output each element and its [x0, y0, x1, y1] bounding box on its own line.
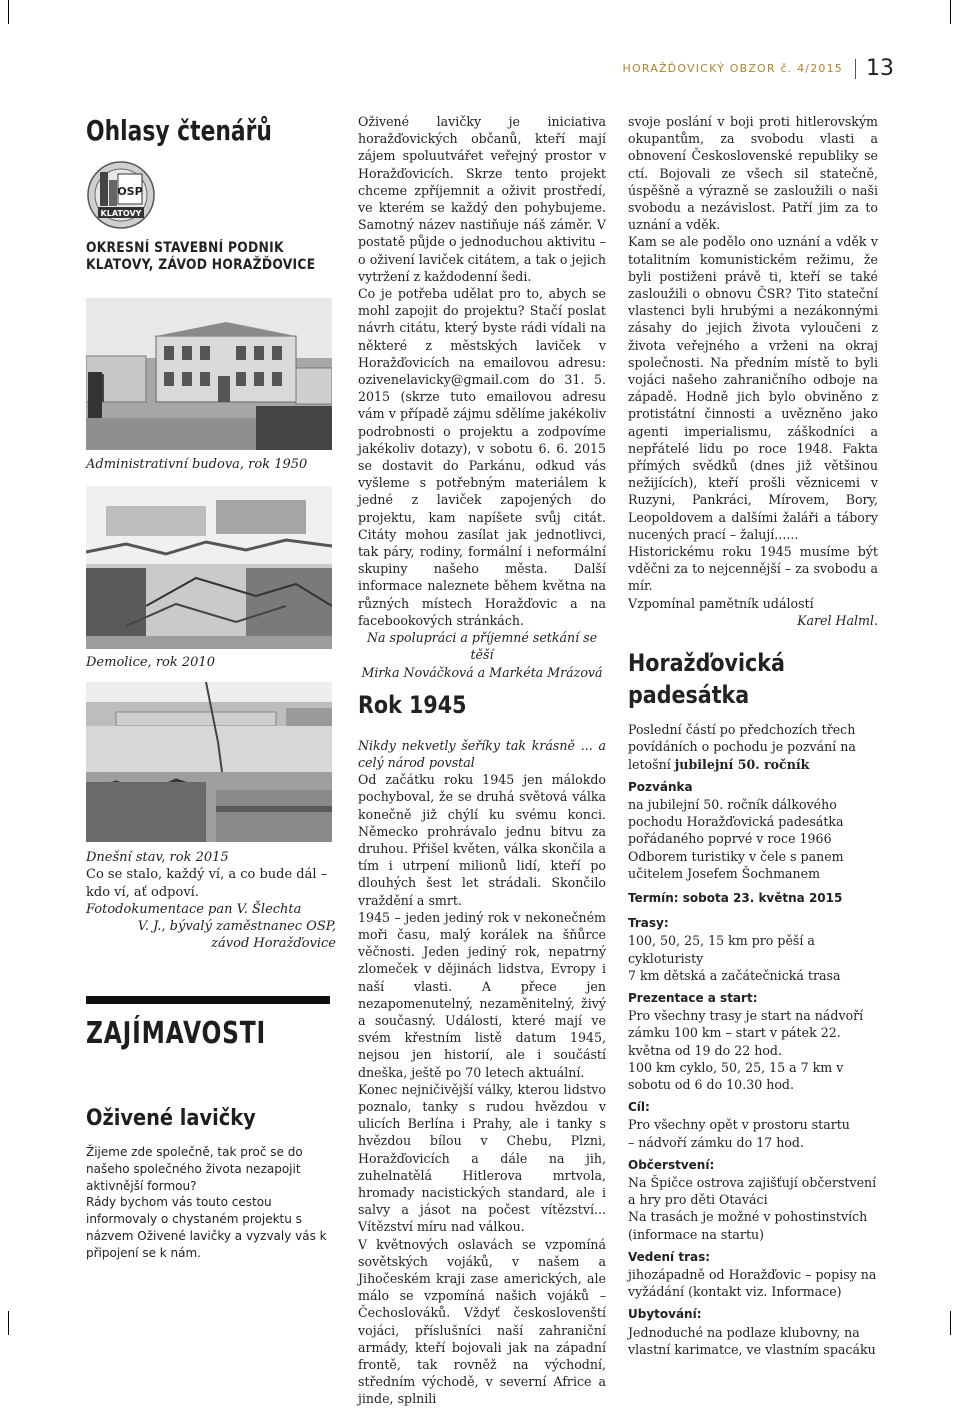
- caption-demolition: Demolice, rok 2010: [86, 655, 215, 670]
- label-pozvanka: Pozvánka: [628, 779, 693, 794]
- crop-mark-br-v: [950, 1311, 951, 1335]
- lavicky-signature-2: Mirka Nováčková a Markéta Mrázová: [361, 664, 603, 680]
- closing-text: Co se stalo, každý ví, a co bude dál – kdo ví, ať odpoví.: [86, 867, 328, 900]
- article-lead-lavicky: [86, 1144, 336, 1262]
- section-rule: [86, 996, 330, 1004]
- obcerstveni-line-1: Na Špičce ostrova zajišťují občerstvení a hry pro děti Otaváci: [628, 1174, 877, 1208]
- label-cil: Cíl:: [628, 1100, 650, 1115]
- column-3: [628, 113, 878, 1358]
- column-2: [358, 113, 606, 1408]
- cil-line-2: – nádvoří zámku do 17 hod.: [628, 1134, 804, 1150]
- label-vedeni: Vedení tras:: [628, 1249, 711, 1264]
- rok-paragraph-8: Vzpomínal pamětník událostí: [628, 595, 814, 611]
- rok-paragraph-4: V květnových oslavách se vzpomíná sovětských vojáků, v našem a Jihočeském kraji zase amerických, ale málo se vzpomíná našich vojáků – Čechoslováků. Vždyť českoslovenští vojáci, příslušníci naší zahraniční armády, kteří bojovali jak na západní frontě, tak rovněž na východní, středním východě, v severní Africe a jinde, splnili: [358, 1236, 606, 1407]
- padesatka-intro-bold: jubilejní 50. ročník: [674, 756, 810, 772]
- photo-admin-building: [86, 298, 332, 450]
- label-obcerstveni: Občerstvení:: [628, 1157, 715, 1172]
- crop-mark-bl-v: [8, 1311, 9, 1335]
- lavicky-signature-1: Na spolupráci a příjemné setkání se těší: [366, 630, 598, 663]
- author-line-1: V. J., bývalý zaměstnanec OSP,: [137, 919, 336, 935]
- padesatka-intro-text: Poslední částí po předchozích třech povídáních o pochodu je pozvání na letošní: [628, 722, 856, 772]
- logo-top-text: OSP: [117, 185, 143, 198]
- logo-bottom-text: KLATOVY: [100, 209, 142, 218]
- rok-paragraph-3: Konec nejničivější války, kterou lidstvo poznalo, tanky s rudou hvězdou v ulicích Berlína i Prahy, ale i tanky s hvězdou bílou v Chebu, Plzni, Horažďovicích a dále na jih, zuhelnatělá Hitlerova mrtvola, hromady nacistických standard, ale i salvy a jásot na počest vítězství... Vítězství míru nad válkou.: [358, 1081, 606, 1235]
- pozvanka-text: na jubilejní 50. ročník dálkového pochodu Horažďovická padesátka pořádaného poprvé v roce 1966 Odborem turistiky v čele s panem učitelem Josefem Šochmanem: [628, 796, 844, 881]
- label-trasy: Trasy:: [628, 916, 669, 931]
- article-closing: [86, 849, 336, 953]
- rok-author: Karel Halml.: [797, 612, 878, 628]
- caption-current-state: Dnešní stav, rok 2015: [86, 850, 229, 865]
- osp-logo: [86, 160, 156, 230]
- crop-mark-tl-v: [8, 0, 9, 24]
- publication-name: HORAŽĎOVICKÝ OBZOR č. 4/2015: [622, 62, 843, 75]
- lavicky-body-2: Co je potřeba udělat pro to, abych se mohl zapojit do projektu? Stačí poslat návrh citátu, který byste rádi vídali na některé z městských laviček v Horažďovicích na emailovou adresu: ozivenelavicky@gmail.com do 31. 5. 2015 (skrze tuto emailovou adresu vám v případě zájmu sdělíme jakékoliv podrobnosti o projektu a zodpovíme jakékoliv dotazy), v sobotu 6. 6. 2015 se dostavit do Parkánu, odkud vás vyšleme s potřebným materiálem k jedné z laviček zapojených do projektu, kam napíšete svůj citát. Citáty mohou zasílat jak jednotlivci, tak páry, rodiny, formální i neformální skupiny našeho města. Další informace naleznete během května na různých místech Horažďovic a na facebookových stránkách.: [358, 286, 606, 628]
- section-heading-zajimavosti: ZAJÍMAVOSTI: [86, 1016, 266, 1051]
- rok-paragraph-2: 1945 – jeden jediný rok v nekonečném moři času, malý korálek na šňůrce věčnosti. Jeden jediný rok, nepatrný zlomeček v dějinách lidstva, Evropy i naší vlasti. A přece jen nezapomenutelný, nezaměnitelný, živý a současný. Události, které mají ve svém křestním listě datum 1945, nejsou jen historií, ale i součástí dneška, ještě po 70 letech aktuální.: [358, 909, 606, 1080]
- lavicky-paragraph-2: Rády bychom vás touto cestou informovaly o chystaném projektu s názvem Oživené lavičky a vyzvaly vás k připojení se k nám.: [86, 1195, 327, 1260]
- company-line-1: OKRESNÍ STAVEBNÍ PODNIK: [86, 240, 284, 256]
- photo-current-state: [86, 682, 332, 842]
- article-title-padesatka: Horažďovická padesátka: [628, 649, 785, 710]
- page-number: 13: [866, 56, 894, 81]
- lavicky-paragraph-1: Žijeme zde společně, tak proč se do našeho společného života nezapojit aktivnější formou?: [86, 1145, 303, 1193]
- section-title: Ohlasy čtenářů: [86, 114, 272, 147]
- header-divider: [855, 59, 856, 79]
- rok-paragraph-6: Kam se ale podělo ono uznání a vděk v totalitním komunistickém režimu, že byli postiženi právě ti, kteří se také zasloužili o obnovu ČSR? Tito stateční vlastenci byli hrubými a nezákonnými zásahy do jejich života vyloučeni z života veřejného a vrženi na okraj společnosti. Na předním místě to byli vojáci našeho zahraničního odboje na západě. Hodně jich bylo obviněno z protistátní činnosti a uvězněno jako agenti imperialismu, záškodníci a nepřátelé lidu po roce 1948. Fakta přímých svědků (dnes již většinou nežijících), kteří prošli věznicemi v Ruzyni, Pankráci, Mírovem, Bory, Leopoldovem a dalšími žaláři a tábory nucených prací – žalují......: [628, 234, 878, 542]
- crop-mark-tr-v: [950, 0, 951, 24]
- ubytovani-text: Jednoduché na podlaze klubovny, na vlastní karimatce, ve vlastním spacáku: [628, 1324, 876, 1357]
- prezentace-line-1: Pro všechny trasy je start na nádvoří zámku 100 km – start v pátek 22. května od 19 do 22 hod.: [628, 1008, 864, 1058]
- author-line-2: závod Horažďovice: [211, 936, 336, 952]
- article-title-lavicky: Oživené lavičky: [86, 1106, 256, 1131]
- label-prezentace: Prezentace a start:: [628, 990, 758, 1005]
- prezentace-line-2: 100 km cyklo, 50, 25, 15 a 7 km v sobotu od 6 do 10.30 hod.: [628, 1059, 844, 1092]
- termin: Termín: sobota 23. května 2015: [628, 890, 843, 905]
- rok-paragraph-1: Od začátku roku 1945 jen málokdo pochyboval, že se druhá světová válka konečně již chýlí ku svému konci. Německo prohrávalo jednu bitvu za druhou. Přišel květen, válka skončila a tím i utrpení milionů lidí, kteří po dlouhých šest let strádali. Skončilo vraždění a smrt.: [358, 772, 606, 908]
- trasy-line-1: 100, 50, 25, 15 km pro pěší a cykloturisty: [628, 933, 815, 966]
- rok-subtitle: Nikdy nekvetly šeříky tak krásně ... a celý národ povstal: [358, 737, 606, 770]
- rok-paragraph-7: Historickému roku 1945 musíme být vděčni za to nejcennější – za svobodu a mír.: [628, 544, 878, 594]
- photo-credit: Fotodokumentace pan V. Šlechta: [86, 901, 302, 917]
- caption-admin-building: Administrativní budova, rok 1950: [86, 457, 308, 472]
- vedeni-text: jihozápadně od Horažďovic – popisy na vyžádání (kontakt viz. Informace): [628, 1266, 877, 1300]
- obcerstveni-line-2: Na trasách je možné v pohostinstvích (informace na startu): [628, 1209, 868, 1242]
- label-ubytovani: Ubytování:: [628, 1307, 702, 1322]
- page-header: [623, 56, 895, 81]
- company-name: [86, 240, 315, 274]
- photo-demolition: [86, 486, 332, 649]
- company-line-2: KLATOVY, ZÁVOD HORAŽĎOVICE: [86, 257, 316, 273]
- trasy-line-2: 7 km dětská a začátečnická trasa: [628, 967, 841, 983]
- lavicky-body-1: Oživené lavičky je iniciativa horažďovických občanů, kteří mají zájem spoluutvářet veřejný prostor v Horažďovicích. Skrze tento projekt chceme zpříjemnit a oživit prostředí, ve kterém se každý den pohybujeme. Samotný název nastiňuje náš záměr. V postatě půjde o jednoduchou aktivitu – o oživení laviček citátem, a tak o jejich vytržení z každodenní šedi.: [358, 114, 606, 284]
- cil-line-1: Pro všechny opět v prostoru startu: [628, 1117, 850, 1133]
- padesatka-intro: [628, 721, 878, 773]
- rok-paragraph-5: svoje poslání v boji proti hitlerovským okupantům, za svobodu vlasti a obnovení Československé republiky se ctí. Bojovali ze všech sil statečně, úspěšně a výrazně se zasloužili o naši svobodu a nezávislost. Patří jim za to uznání a vděk.: [628, 114, 878, 233]
- article-title-rok-1945: Rok 1945: [358, 690, 467, 719]
